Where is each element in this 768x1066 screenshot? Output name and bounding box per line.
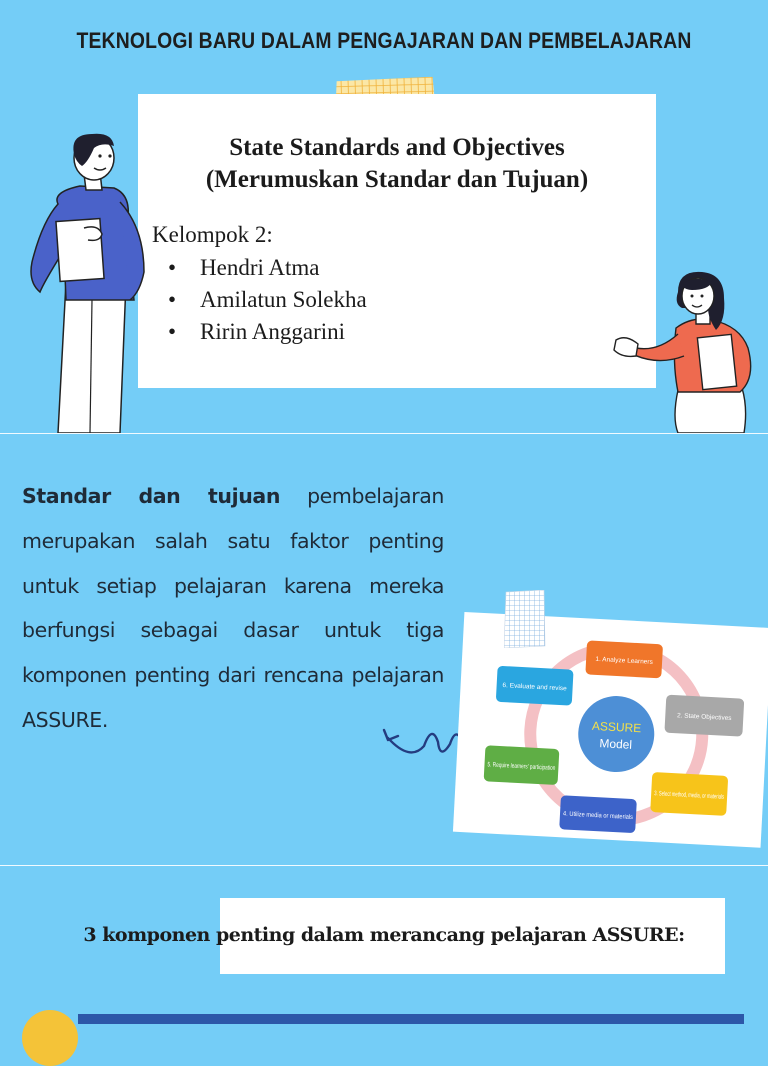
- assure-step-6: [496, 666, 574, 706]
- man-holding-book-illustration: [22, 132, 162, 433]
- assure-center-subtitle: Model: [599, 736, 633, 752]
- assure-diagram-card: [453, 612, 768, 848]
- assure-step-1: [585, 640, 663, 678]
- card-heading: [138, 132, 656, 196]
- assure-cycle: [453, 612, 768, 848]
- section-divider: [0, 433, 768, 434]
- assure-step-label: 1. Analyze Learners: [595, 655, 653, 666]
- paragraph-text: pembelajaran merupakan salah satu faktor penting untuk setiap pelajaran karena mereka berfungsi sebagai dasar untuk tiga komponen penting dari rencana pelajaran ASSURE.: [22, 484, 444, 732]
- paragraph-bold-lead: Standar dan tujuan: [22, 484, 281, 508]
- member-item: • Hendri Atma: [168, 252, 367, 284]
- section-divider: [0, 865, 768, 866]
- assure-step-4: [559, 795, 644, 833]
- assure-step-label: 5. Require learners' participation: [487, 761, 581, 774]
- assure-model-diagram: [452, 608, 768, 870]
- member-item: • Ririn Anggarini: [168, 316, 367, 348]
- assure-step-3: [650, 772, 762, 816]
- assure-center-title: ASSURE: [591, 718, 642, 736]
- assure-step-label: 3. Select method, media, or materials: [654, 790, 762, 803]
- member-list: [168, 252, 367, 348]
- group-label: Kelompok 2:: [152, 222, 273, 247]
- page-title: TEKNOLOGI BARU DALAM PENGAJARAN DAN PEMBELAJARAN: [76, 28, 692, 53]
- assure-step-5: [484, 745, 581, 785]
- assure-step-label: 6. Evaluate and revise: [502, 682, 567, 693]
- assure-step-label: 4. Utilize media or materials: [562, 810, 644, 822]
- member-item: • Amilatun Solekha: [168, 284, 367, 316]
- card-heading-line1: State Standards and Objectives: [229, 134, 565, 161]
- assure-step-2: [664, 695, 744, 737]
- bottom-banner: [78, 1014, 744, 1024]
- card-heading-line2: (Merumuskan Standar dan Tujuan): [205, 166, 589, 193]
- bottom-number-circle: [22, 1010, 78, 1066]
- title-card: [138, 94, 656, 388]
- grid-note-decoration: [504, 590, 546, 648]
- components-heading: 3 komponen penting dalam merancang pelajaran ASSURE:: [83, 924, 685, 946]
- assure-step-label: 2. State Objectives: [676, 712, 732, 723]
- description-paragraph: [22, 474, 444, 743]
- woman-presenting-illustration: [612, 268, 762, 433]
